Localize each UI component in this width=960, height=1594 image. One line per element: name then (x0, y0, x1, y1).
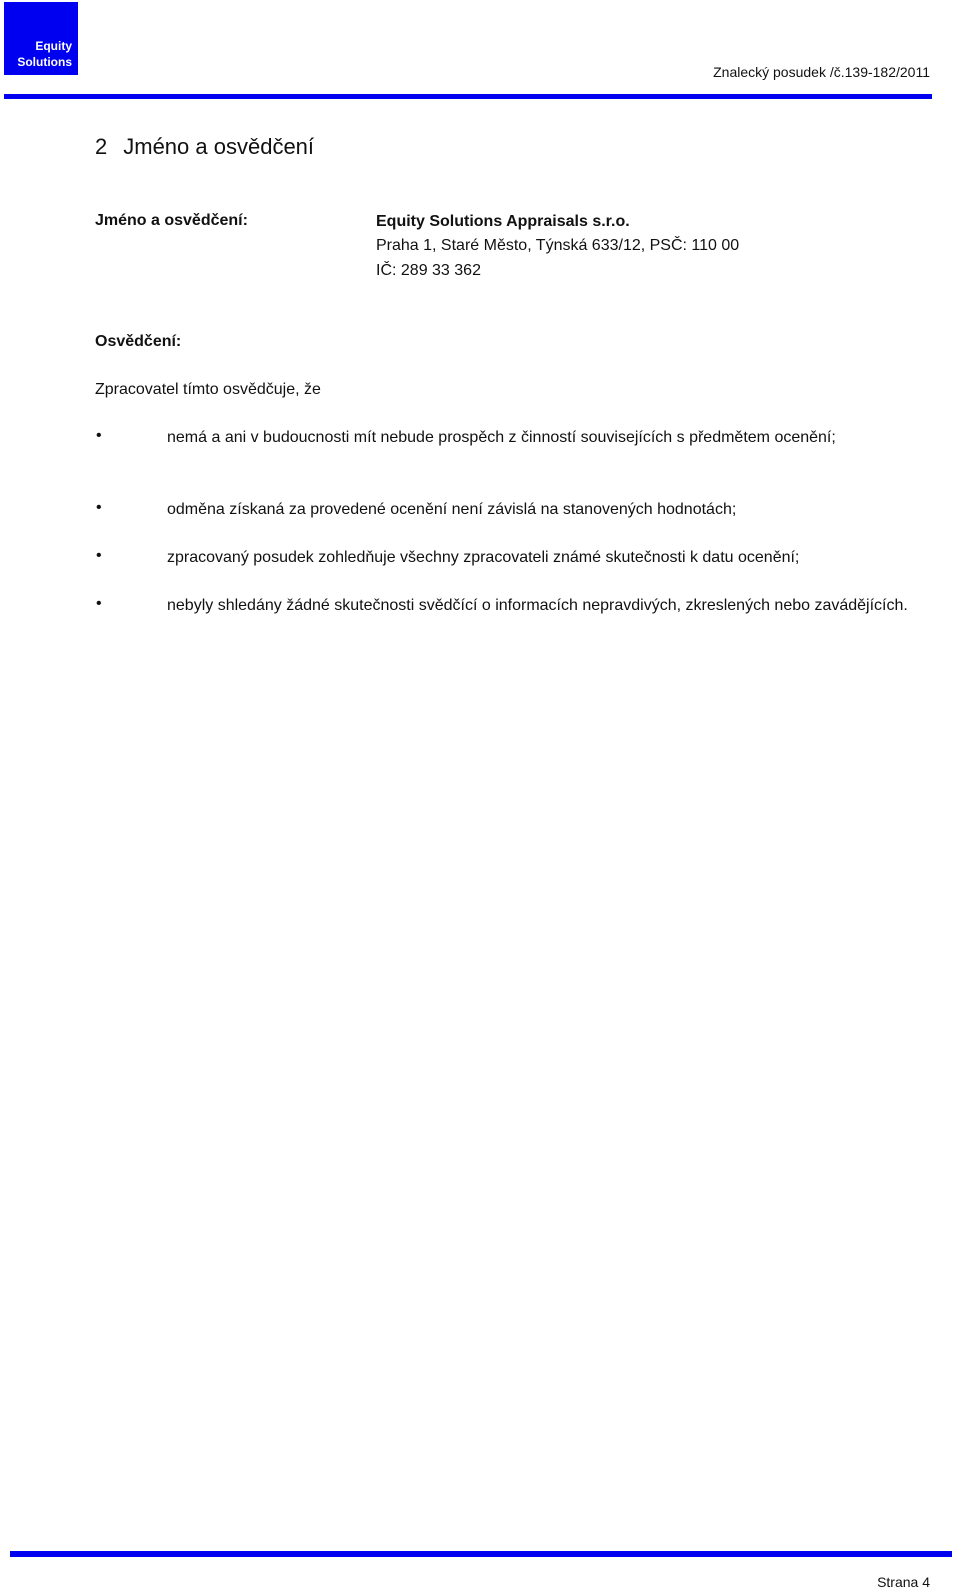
header-divider (4, 94, 932, 99)
list-item: nebyly shledány žádné skutečnosti svědčící o informacích nepravdivých, zkreslených nebo zavádějících. (167, 597, 908, 614)
bullet-icon: • (96, 499, 102, 516)
bullet-icon: • (96, 595, 102, 612)
logo-line2: Solutions (17, 55, 72, 69)
identity-label: Jméno a osvědčení: (95, 212, 248, 229)
list-item: zpracovaný posudek zohledňuje všechny zpracovateli známé skutečnosti k datu ocenění; (167, 549, 800, 566)
bullet-icon: • (96, 427, 102, 444)
section-heading (95, 134, 330, 160)
footer-divider (10, 1551, 952, 1557)
company-logo (4, 2, 78, 75)
certification-label: Osvědčení: (95, 333, 182, 350)
company-name: Equity Solutions Appraisals s.r.o. (376, 213, 630, 230)
certification-intro: Zpracovatel tímto osvědčuje, že (95, 381, 321, 398)
company-ic: IČ: 289 33 362 (376, 262, 481, 279)
section-number: 2 (95, 134, 108, 159)
list-item: odměna získaná za provedené ocenění není závislá na stanovených hodnotách; (167, 501, 737, 518)
section-title: Jméno a osvědčení (123, 134, 315, 159)
page-number: Strana 4 (877, 1574, 930, 1590)
document-reference: Znalecký posudek /č.139-182/2011 (713, 64, 930, 80)
company-address: Praha 1, Staré Město, Týnská 633/12, PSČ: 110 00 (376, 237, 740, 254)
bullet-icon: • (96, 547, 102, 564)
list-item: nemá a ani v budoucnosti mít nebude prospěch z činností souvisejících s předmětem ocenění; (167, 429, 836, 446)
logo-line1: Equity (35, 39, 72, 53)
